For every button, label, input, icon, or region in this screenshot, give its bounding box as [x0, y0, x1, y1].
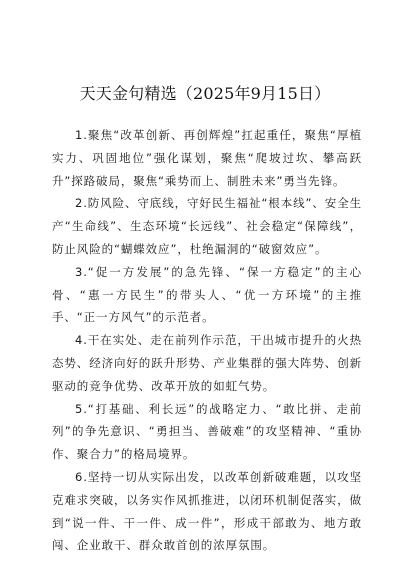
- paragraph-6: 6.坚持一切从实际出发，以改革创新破难题，以攻坚克难求突破，以务实作风抓推进，以闭环机制促落实，做到“说一件、干一件、成一件”，形成干部敢为、地方敢闯、企业敢干、群众敢首创的浓厚氛围。: [52, 469, 362, 553]
- paragraph-2: 2.防风险、守底线，守好民生福祉“根本线”、安全生产“生命线”、生态环境“长远线”、社会稳定“保障线”，防止风险的“蝴蝶效应”，杜绝漏洞的“破窗效应”。: [52, 196, 362, 256]
- paragraph-4: 4.干在实处、走在前列作示范，干出城市提升的火热态势、经济向好的跃升形势、产业集群的强大阵势、创新驱动的竞争优势、改革开放的如虹气势。: [52, 333, 362, 393]
- paragraph-3: 3.“促一方发展”的急先锋、“保一方稳定”的主心骨、“惠一方民生”的带头人、“优一方环境”的主推手、“正一方风气”的示范者。: [52, 264, 362, 325]
- document-body: [52, 124, 362, 557]
- paragraph-1: 1.聚焦“改革创新、再创辉煌”扛起重任，聚焦“厚植实力、巩固地位”强化谋划，聚焦“爬坡过坎、攀高跃升”探路破局，聚焦“乘势而上、制胜未来”勇当先锋。: [52, 128, 362, 188]
- paragraph-5: 5.“打基础、利长远”的战略定力、“敢比拼、走前列”的争先意识、“勇担当、善破难”的攻坚精神、“重协作、聚合力”的格局境界。: [52, 401, 362, 462]
- document-title: 天天金句精选（2025年9月15日）: [79, 84, 331, 103]
